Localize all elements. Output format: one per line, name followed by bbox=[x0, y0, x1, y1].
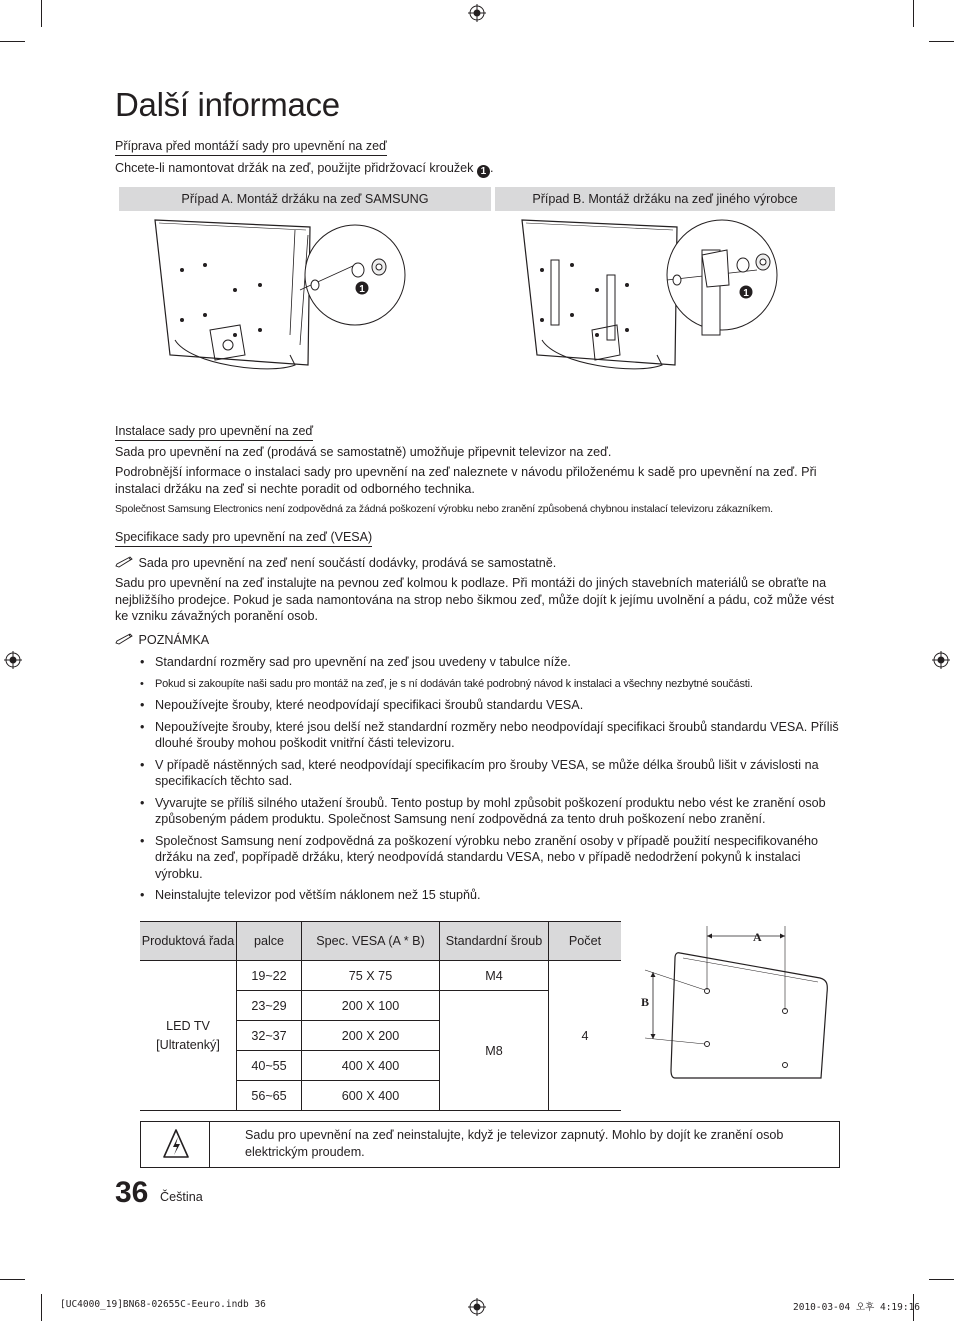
vesa-cell: 75 X 75 bbox=[302, 961, 440, 991]
table-header: Počet bbox=[549, 922, 622, 961]
pencil-note-icon bbox=[115, 556, 135, 568]
list-item: • Společnost Samsung není zodpovědná za poškození výrobku nebo zranění osoby v případě použití nespecifikovaného držáku na zeď, popřípadě držáku, který neodpovídá standardu VESA, nebo v případě nedodržení pokynů k instalaci výrobku. bbox=[140, 833, 840, 883]
registration-mark-icon bbox=[468, 4, 486, 22]
print-footer-left: [UC4000_19]BN68-02655C-Eeuro.indb 36 bbox=[60, 1299, 266, 1310]
vesa-heading: Specifikace sady pro upevnění na zeď (VESA) bbox=[115, 530, 372, 547]
list-item: • Vyvarujte se příliš silného utažení šroubů. Tento postup by mohl způsobit poškození produktu nebo vést ke zranění osob způsobeným pádem produktu. Společnost Samsung není zodpovědná za tento druh poškození nebo zranění. bbox=[140, 795, 840, 828]
notes-list bbox=[140, 654, 840, 909]
callout-a: 1 bbox=[359, 284, 365, 295]
vesa-cell: 200 X 200 bbox=[302, 1021, 440, 1051]
vesa-paragraph: Sadu pro upevnění na zeď instalujte na pevnou zeď kolmou k podlaze. Při montáži do jiných stavebních materiálů se obraťte na nejbližšího prodejce. Pokud je sada namontována na strop nebo šikmou zeď, může dojít k jejímu uvolnění a pádu, což může vést ke vzniku závažných poranění osob. bbox=[115, 576, 834, 623]
prep-text bbox=[115, 160, 843, 178]
case-b-header: Případ B. Montáž držáku na zeď jiného výrobce bbox=[495, 187, 835, 211]
screw-cell: M4 bbox=[440, 961, 549, 991]
note-label-text: POZNÁMKA bbox=[138, 633, 210, 647]
ring-number-badge: 1 bbox=[477, 165, 490, 178]
table-header: palce bbox=[237, 922, 302, 961]
crop-mark bbox=[41, 1294, 42, 1321]
page-language: Čeština bbox=[160, 1190, 203, 1204]
prep-heading: Příprava před montáží sady pro upevnění na zeď bbox=[115, 139, 387, 156]
table-row bbox=[140, 961, 621, 991]
print-footer-right: 2010-03-04 오후 4:19:16 bbox=[793, 1302, 921, 1313]
prep-text-before: Chcete-li namontovat držák na zeď, použijte přidržovací kroužek bbox=[115, 161, 474, 175]
vesa-cell: 600 X 400 bbox=[302, 1081, 440, 1111]
warning-box bbox=[140, 1121, 840, 1168]
registration-mark-icon bbox=[4, 651, 22, 669]
callout-b: 1 bbox=[743, 288, 749, 299]
table-header: Produktová řada bbox=[140, 922, 237, 961]
inches-cell: 56~65 bbox=[237, 1081, 302, 1111]
vesa-cell: 200 X 100 bbox=[302, 991, 440, 1021]
registration-mark-icon bbox=[468, 1298, 486, 1316]
prep-text-after: . bbox=[489, 161, 494, 175]
list-item: • Nepoužívejte šrouby, které neodpovídají specifikaci šroubů standardu VESA. bbox=[140, 697, 840, 714]
pencil-note-icon bbox=[115, 633, 135, 645]
vesa-note-1-text: Sada pro upevnění na zeď není součástí dodávky, prodává se samostatně. bbox=[138, 556, 557, 570]
inches-cell: 32~37 bbox=[237, 1021, 302, 1051]
product-line-cell: LED TV [Ultratenký] bbox=[140, 961, 237, 1111]
vesa-spec-table bbox=[140, 921, 621, 1111]
table-header: Standardní šroub bbox=[440, 922, 549, 961]
case-a-illustration bbox=[150, 215, 410, 380]
note-label bbox=[115, 632, 843, 649]
list-item: • Standardní rozměry sad pro upevnění na zeď jsou uvedeny v tabulce níže. bbox=[140, 654, 840, 671]
inches-cell: 40~55 bbox=[237, 1051, 302, 1081]
label-b: B bbox=[641, 995, 650, 1009]
crop-mark bbox=[929, 41, 954, 42]
table-header: Spec. VESA (A * B) bbox=[302, 922, 440, 961]
label-a: A bbox=[753, 930, 762, 944]
install-paragraph-1: Sada pro upevnění na zeď (prodává se samostatně) umožňuje připevnit televizor na zeď. bbox=[115, 445, 612, 459]
screw-cell: M8 bbox=[440, 991, 549, 1111]
vesa-cell: 400 X 400 bbox=[302, 1051, 440, 1081]
case-a-header: Případ A. Montáž držáku na zeď SAMSUNG bbox=[119, 187, 491, 211]
list-item: • Pokud si zakoupíte naši sadu pro montáž na zeď, je s ní dodáván také podrobný návod k instalaci a všechny nezbytné součásti. bbox=[140, 676, 840, 693]
crop-mark bbox=[0, 41, 25, 42]
install-heading: Instalace sady pro upevnění na zeď bbox=[115, 424, 313, 441]
install-paragraph-3: Společnost Samsung Electronics není zodpovědná za žádná poškození výrobku nebo zranění způsobená chybnou instalací televizoru zákazníkem. bbox=[115, 503, 773, 515]
warning-text: Sadu pro upevnění na zeď neinstalujte, když je televizor zapnutý. Mohlo by dojít ke zranění osob elektrickým proudem. bbox=[245, 1128, 784, 1159]
list-item: • Nepoužívejte šrouby, které jsou delší než standardní rozměry nebo neodpovídají specifikaci šroubů standardu VESA. Příliš dlouhé šrouby mohou poškodit vnitřní části televizoru. bbox=[140, 719, 840, 752]
case-b-illustration bbox=[517, 215, 792, 380]
warning-icon-cell bbox=[141, 1122, 210, 1167]
list-item: • V případě nástěnných sad, které neodpovídají specifikacím pro šrouby VESA, se může délka šroubů lišit v závislosti na specifikacích těchto sad. bbox=[140, 757, 840, 790]
crop-mark bbox=[0, 1279, 25, 1280]
electric-shock-warning-icon bbox=[163, 1129, 189, 1159]
install-paragraph-2: Podrobnější informace o instalaci sady pro upevnění na zeď naleznete v návodu přiloženému k sadě pro upevnění na zeď. Při instalaci držáku na zeď si nechte poradit od odborného technika. bbox=[115, 465, 817, 496]
page-title: Další informace bbox=[115, 86, 340, 123]
page-number: 36 bbox=[115, 1176, 149, 1209]
vesa-note-1 bbox=[115, 555, 843, 572]
inches-cell: 23~29 bbox=[237, 991, 302, 1021]
list-item: • Neinstalujte televizor pod větším náklonem než 15 stupňů. bbox=[140, 887, 840, 904]
registration-mark-icon bbox=[932, 651, 950, 669]
vesa-hole-diagram bbox=[635, 918, 835, 1088]
crop-mark bbox=[913, 0, 914, 27]
crop-mark bbox=[41, 0, 42, 27]
count-cell: 4 bbox=[549, 961, 622, 1111]
crop-mark bbox=[929, 1279, 954, 1280]
inches-cell: 19~22 bbox=[237, 961, 302, 991]
